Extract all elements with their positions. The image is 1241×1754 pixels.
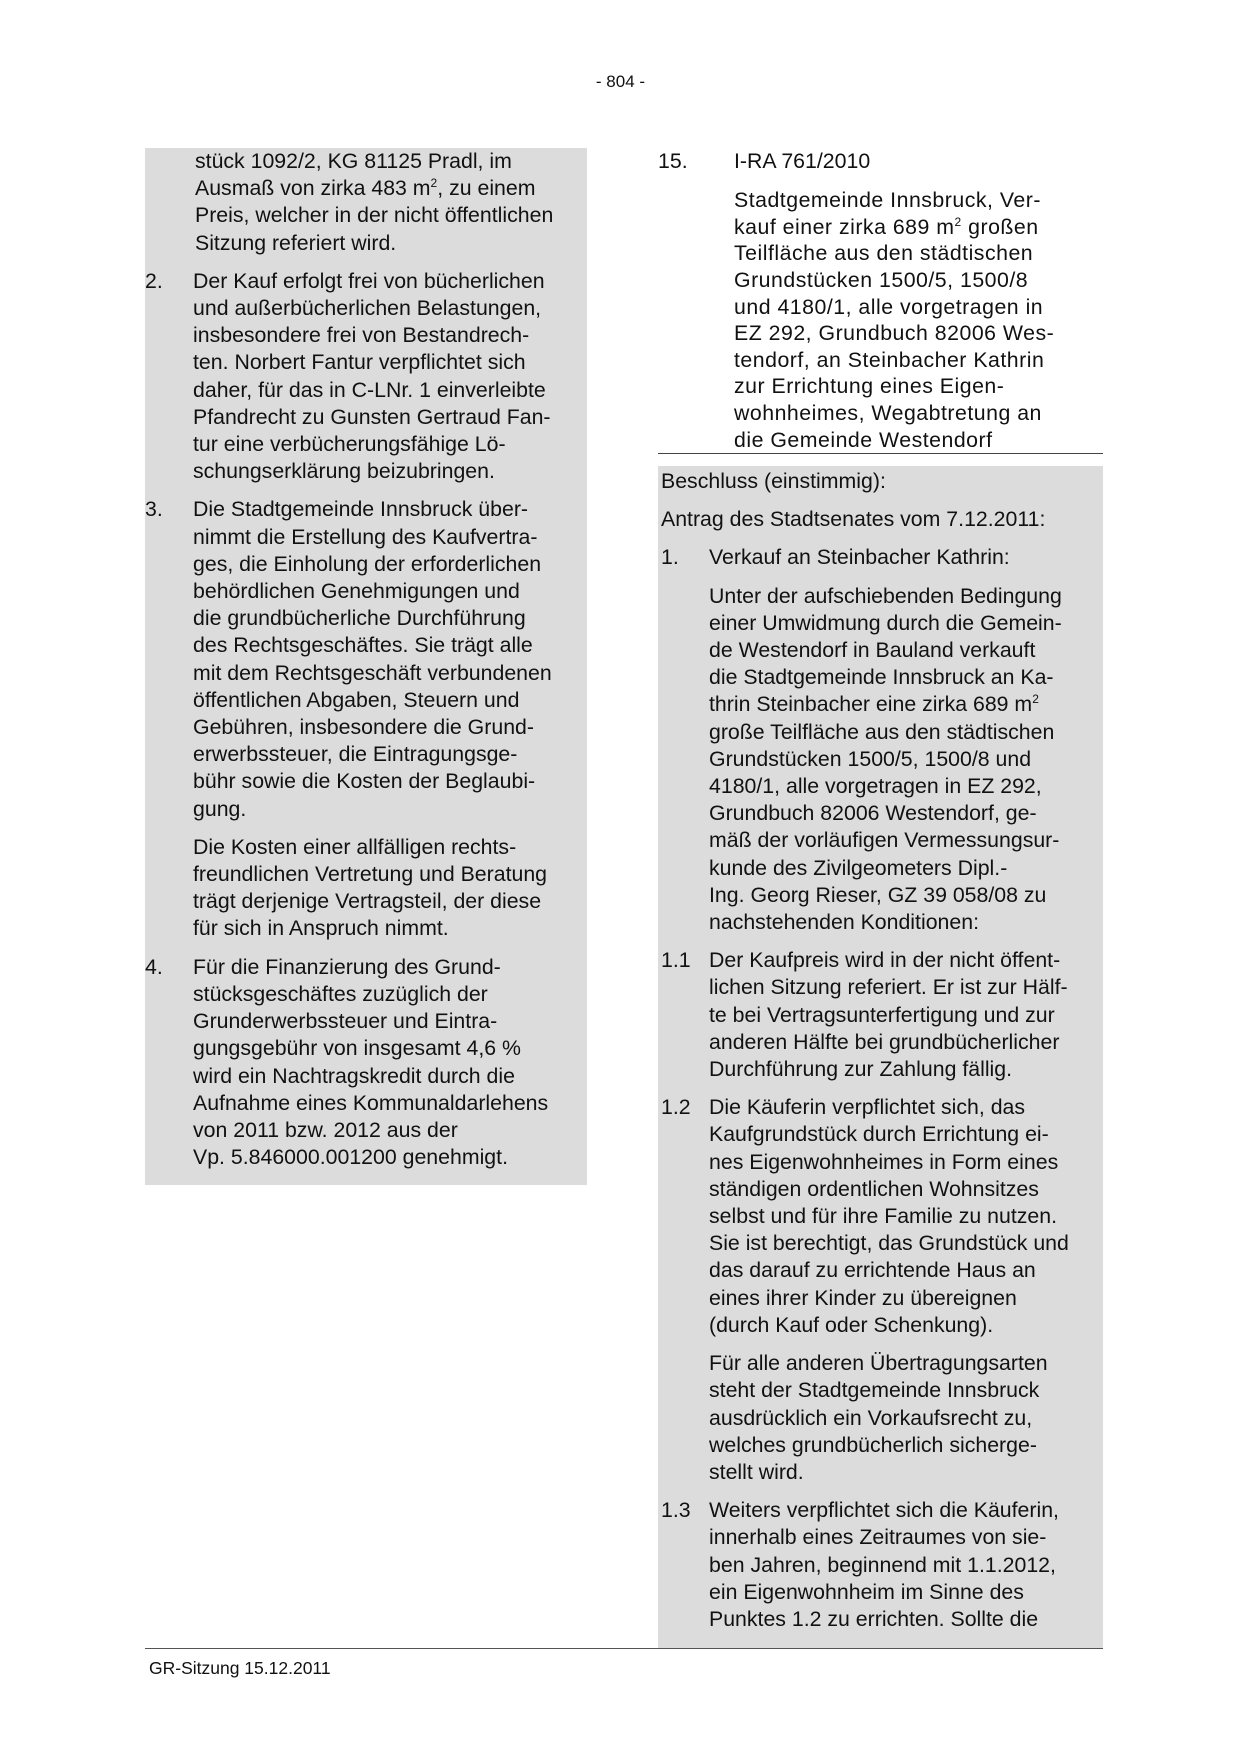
text-line: EZ 292, Grundbuch 82006 Wes- xyxy=(734,321,1055,346)
text-line: daher, für das in C-LNr. 1 einverleibte xyxy=(193,377,546,402)
text-line: , zu einem xyxy=(437,176,536,201)
list-item xyxy=(145,496,581,822)
superscript: 2 xyxy=(430,176,438,191)
list-item xyxy=(145,834,581,943)
text-line: Ausmaß von zirka 483 m xyxy=(195,176,431,201)
item-text xyxy=(193,954,581,1172)
text-line: mit dem Rechtsgeschäft verbundenen xyxy=(193,660,552,685)
text-line: thrin Steinbacher eine zirka 689 m xyxy=(709,692,1033,717)
text-line: schungserklärung beizubringen. xyxy=(193,459,495,484)
list-item xyxy=(661,1497,1099,1633)
list-item xyxy=(661,947,1099,1083)
text-line: tur eine verbücherungsfähige Lö- xyxy=(193,432,506,457)
item-title: Verkauf an Steinbacher Kathrin: xyxy=(709,545,1010,570)
text-line: te bei Vertragsunterfertigung und zur xyxy=(709,1002,1055,1027)
text-line: die Gemeinde Westendorf xyxy=(734,427,993,452)
text-line: und außerbücherlichen Belastungen, xyxy=(193,296,542,321)
page-number: - 804 - xyxy=(595,72,646,91)
text-line: Ing. Georg Rieser, GZ 39 058/08 zu xyxy=(709,882,1047,907)
text-line: stellt wird. xyxy=(709,1459,804,1484)
text-line: ein Eigenwohnheim im Sinne des xyxy=(709,1579,1024,1604)
motion-label: Antrag des Stadtsenates vom 7.12.2011: xyxy=(661,507,1046,532)
text-line: von 2011 bzw. 2012 aus der xyxy=(193,1117,458,1142)
text-line: Grundstücken 1500/5, 1500/8 und xyxy=(709,746,1032,771)
text-line: trägt derjenige Vertragsteil, der diese xyxy=(193,889,542,914)
text-line: mäß der vorläufigen Vermessungsur- xyxy=(709,828,1060,853)
text-line: für sich in Anspruch nimmt. xyxy=(193,916,449,941)
text-line: große Teilfläche aus den städtischen xyxy=(709,719,1055,744)
item-text xyxy=(193,496,581,822)
text-line: lichen Sitzung referiert. Er ist zur Hälf- xyxy=(709,975,1068,1000)
item-number: 1.1 xyxy=(661,948,691,973)
agenda-subject xyxy=(658,175,1103,453)
text-line: Die Kosten einer allfälligen rechts- xyxy=(193,834,517,859)
text-line: Aufnahme eines Kommunaldarlehens xyxy=(193,1090,549,1115)
list-item xyxy=(661,1350,1099,1486)
text-line: wird ein Nachtragskredit durch die xyxy=(193,1063,515,1088)
text-line: gung. xyxy=(193,796,247,821)
text-line: die Stadtgemeinde Innsbruck an Ka- xyxy=(709,665,1054,690)
item-number xyxy=(661,1350,709,1486)
text-line: Grundbuch 82006 Westendorf, ge- xyxy=(709,801,1037,826)
text-line: steht der Stadtgemeinde Innsbruck xyxy=(709,1378,1040,1403)
list-item xyxy=(661,544,1099,571)
text-line: Vp. 5.846000.001200 genehmigt. xyxy=(193,1145,508,1170)
text-line: (durch Kauf oder Schenkung). xyxy=(709,1312,994,1337)
text-line: tendorf, an Steinbacher Kathrin xyxy=(734,347,1045,372)
text-line: stück 1092/2, KG 81125 Pradl, im xyxy=(195,149,512,173)
text-line: Teilfläche aus den städtischen xyxy=(734,241,1034,266)
right-column xyxy=(658,466,1103,1648)
item-number: 1.2 xyxy=(661,1095,691,1120)
text-line: Grunderwerbssteuer und Eintra- xyxy=(193,1009,498,1034)
text-line: ben Jahren, beginnend mit 1.1.2012, xyxy=(709,1552,1056,1577)
text-line: ständigen ordentlichen Wohnsitzes xyxy=(709,1176,1039,1201)
text-line: welches grundbücherlich sicherge- xyxy=(709,1432,1037,1457)
text-line: bühr sowie die Kosten der Beglaubi- xyxy=(193,769,536,794)
text-line: das darauf zu errichtende Haus an xyxy=(709,1258,1036,1283)
text-line: Sie ist berechtigt, das Grundstück und xyxy=(709,1231,1069,1256)
text-line: stücksgeschäftes zuzüglich der xyxy=(193,981,488,1006)
text-line: insbesondere frei von Bestandrech- xyxy=(193,323,530,348)
sale-terms-paragraph xyxy=(661,583,1099,937)
item-text xyxy=(193,268,581,486)
text-line: und 4180/1, alle vorgetragen in xyxy=(734,294,1044,319)
text-line: gungsgebühr von insgesamt 4,6 % xyxy=(193,1036,521,1061)
footer-session-label: GR-Sitzung 15.12.2011 xyxy=(149,1658,331,1678)
text-line: Durchführung zur Zahlung fällig. xyxy=(709,1057,1013,1082)
text-line: anderen Hälfte bei grundbücherlicher xyxy=(709,1029,1060,1054)
item-text xyxy=(709,1497,1099,1633)
text-line: nachstehenden Konditionen: xyxy=(709,910,979,935)
text-line: einer Umwidmung durch die Gemein- xyxy=(709,610,1062,635)
item-text xyxy=(709,1094,1099,1339)
footer-divider xyxy=(145,1648,1103,1649)
text-line: Grundstücken 1500/5, 1500/8 xyxy=(734,267,1029,292)
text-line: de Westendorf in Bauland verkauft xyxy=(709,638,1036,663)
resolution-label: Beschluss (einstimmig): xyxy=(661,469,886,493)
text-line: erwerbssteuer, die Eintragungsge- xyxy=(193,742,518,767)
text-line: Weiters verpflichtet sich die Käuferin, xyxy=(709,1498,1059,1523)
text-line: kunde des Zivilgeometers Dipl.- xyxy=(709,855,1008,880)
text-line: Für alle anderen Übertragungsarten xyxy=(709,1351,1048,1376)
left-column xyxy=(145,148,587,1185)
item-number: 3. xyxy=(145,497,163,522)
text-line: selbst und für ihre Familie zu nutzen. xyxy=(709,1204,1058,1229)
agenda-item-header xyxy=(658,148,1103,453)
item-number: 4. xyxy=(145,954,163,979)
text-line: Stadtgemeinde Innsbruck, Ver- xyxy=(734,188,1041,213)
item-number xyxy=(145,834,193,943)
text-line: Preis, welcher in der nicht öffentlichen xyxy=(195,203,554,228)
text-line: kauf einer zirka 689 m xyxy=(734,214,955,239)
text-line: freundlichen Vertretung und Beratung xyxy=(193,862,548,887)
text-line: öffentlichen Abgaben, Steuern und xyxy=(193,687,520,712)
text-line: des Rechtsgeschäftes. Sie trägt alle xyxy=(193,633,533,658)
list-item xyxy=(145,954,581,1172)
text-line: Für die Finanzierung des Grund- xyxy=(193,954,501,979)
intro-paragraph xyxy=(145,148,581,257)
text-line: nimmt die Erstellung des Kaufvertra- xyxy=(193,524,538,549)
text-line: ten. Norbert Fantur verpflichtet sich xyxy=(193,350,526,375)
text-line: Gebühren, insbesondere die Grund- xyxy=(193,715,534,740)
list-item xyxy=(145,268,581,486)
item-number: 1.3 xyxy=(661,1498,691,1523)
text-line: behördlichen Genehmigungen und xyxy=(193,579,520,604)
text-line: Punktes 1.2 zu errichten. Sollte die xyxy=(709,1606,1039,1631)
text-line: wohnheimes, Wegabtretung an xyxy=(734,400,1042,425)
superscript: 2 xyxy=(1032,692,1039,707)
text-line: großen xyxy=(961,214,1039,239)
text-line: Sitzung referiert wird. xyxy=(195,230,397,255)
item-number: 1. xyxy=(661,545,679,570)
item-text xyxy=(193,834,581,943)
text-line: Unter der aufschiebenden Bedingung xyxy=(709,583,1062,608)
text-line: innerhalb eines Zeitraumes von sie- xyxy=(709,1525,1047,1550)
text-line: Der Kauf erfolgt frei von bücherlichen xyxy=(193,268,545,293)
text-line: Kaufgrundstück durch Errichtung ei- xyxy=(709,1122,1049,1147)
text-line: ausdrücklich ein Vorkaufsrecht zu, xyxy=(709,1405,1033,1430)
text-line: eines ihrer Kinder zu übereignen xyxy=(709,1285,1017,1310)
text-line: Die Stadtgemeinde Innsbruck über- xyxy=(193,497,529,522)
text-line: Der Kaufpreis wird in der nicht öffent- xyxy=(709,948,1061,973)
text-line: nes Eigenwohnheimes in Form eines xyxy=(709,1149,1059,1174)
text-line: 4180/1, alle vorgetragen in EZ 292, xyxy=(709,774,1042,799)
text-line: die grundbücherliche Durchführung xyxy=(193,606,526,631)
superscript: 2 xyxy=(954,214,962,229)
agenda-number: 15. xyxy=(658,149,688,173)
text-line: Die Käuferin verpflichtet sich, das xyxy=(709,1095,1026,1120)
reference-number: I-RA 761/2010 xyxy=(734,149,871,173)
item-text xyxy=(709,947,1099,1083)
header-divider xyxy=(658,453,1103,454)
list-item xyxy=(661,1094,1099,1339)
text-line: ges, die Einholung der erforderlichen xyxy=(193,551,542,576)
item-number: 2. xyxy=(145,268,163,293)
text-line: Pfandrecht zu Gunsten Gertraud Fan- xyxy=(193,404,551,429)
item-text xyxy=(709,1350,1099,1486)
text-line: zur Errichtung eines Eigen- xyxy=(734,374,1005,399)
